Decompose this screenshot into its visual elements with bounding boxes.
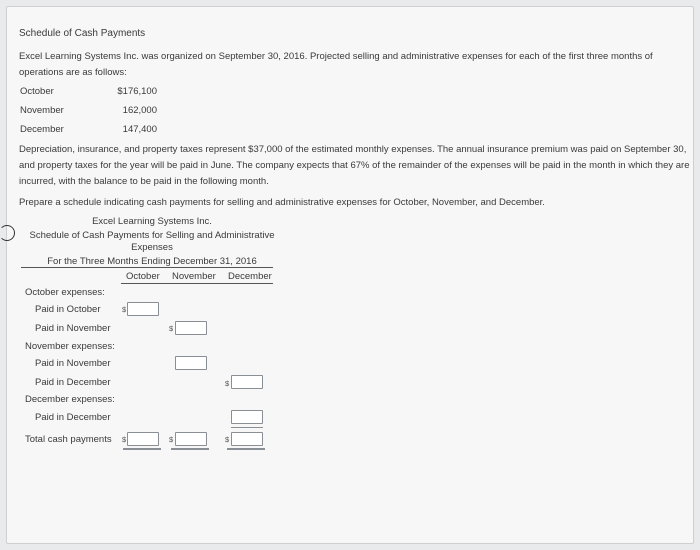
schedule-period: For the Three Months Ending December 31, 2016 <box>47 256 257 267</box>
row-label-november-expenses: November expenses: <box>25 341 115 352</box>
note-text: Depreciation, insurance, and property taxes represent $37,000 of the estimated monthly expenses. The annual insurance premium was paid on September 30, and property taxes for the year will be paid in June. The company expects that 67% of the remainder of the expenses will be paid in the month in which they are incurred, with the balance to be paid in the following month. <box>19 144 690 187</box>
total-double-underline <box>123 448 161 450</box>
currency-symbol: $ <box>122 435 127 444</box>
header-divider <box>21 267 273 268</box>
oct-paid-in-october-input[interactable] <box>127 302 159 316</box>
total-double-underline <box>171 448 209 450</box>
total-november-input[interactable] <box>175 432 207 446</box>
column-header-november: November <box>172 271 216 282</box>
currency-symbol: $ <box>169 435 174 444</box>
currency-symbol: $ <box>169 324 174 333</box>
row-label-october-expenses: October expenses: <box>25 287 105 298</box>
problem-panel <box>6 6 694 544</box>
currency-symbol: $ <box>122 305 127 314</box>
total-december-input[interactable] <box>231 432 263 446</box>
expense-amount: $176,100 <box>117 86 157 97</box>
question-marker-icon <box>0 225 15 241</box>
expense-amount: 162,000 <box>122 105 157 116</box>
nov-paid-in-december-input[interactable] <box>231 375 263 389</box>
row-label-paid-in-december: Paid in December <box>35 377 111 388</box>
row-label-paid-in-november: Paid in November <box>35 358 111 369</box>
column-header-december: December <box>228 271 272 282</box>
nov-paid-in-november-input[interactable] <box>175 356 207 370</box>
expense-month: November <box>20 105 64 116</box>
expense-month: October <box>20 86 54 97</box>
expense-amount: 147,400 <box>122 124 157 135</box>
row-label-december-expenses: December expenses: <box>25 394 115 405</box>
row-label-paid-in-december: Paid in December <box>35 412 111 423</box>
schedule-company: Excel Learning Systems Inc. <box>92 216 212 227</box>
expense-month: December <box>20 124 64 135</box>
currency-symbol: $ <box>225 435 230 444</box>
schedule-title-cont: Expenses <box>131 242 173 253</box>
row-label-paid-in-november: Paid in November <box>35 323 111 334</box>
oct-paid-in-november-input[interactable] <box>175 321 207 335</box>
total-double-underline <box>227 448 265 450</box>
schedule-title: Schedule of Cash Payments for Selling and Administrative <box>29 230 275 241</box>
intro-text: Excel Learning Systems Inc. was organized on September 30, 2016. Projected selling and administrative expenses for each of the first three months of operations are as follows: <box>19 51 653 78</box>
instruction-text: Prepare a schedule indicating cash payments for selling and administrative expenses for October, November, and December. <box>19 197 545 208</box>
subtotal-line <box>231 427 263 428</box>
row-label-paid-in-october: Paid in October <box>35 304 101 315</box>
currency-symbol: $ <box>225 379 230 388</box>
dec-paid-in-december-input[interactable] <box>231 410 263 424</box>
row-label-total-cash-payments: Total cash payments <box>25 434 112 445</box>
column-header-divider <box>121 283 273 284</box>
total-october-input[interactable] <box>127 432 159 446</box>
page-title: Schedule of Cash Payments <box>19 28 146 39</box>
column-header-october: October <box>126 271 160 282</box>
